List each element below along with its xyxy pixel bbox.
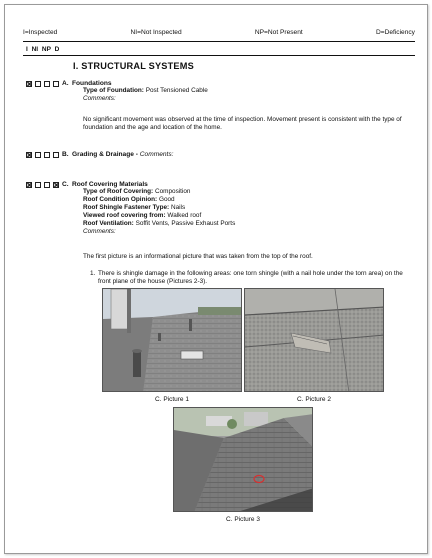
photo-1-caption: C. Picture 1	[155, 396, 189, 403]
checkbox-a-d[interactable]	[53, 81, 59, 87]
checkbox-b-i[interactable]	[26, 152, 32, 158]
item-title-c: Roof Covering Materials	[72, 181, 148, 188]
roof-photo-1	[102, 288, 242, 392]
checkbox-c-ni[interactable]	[35, 182, 41, 188]
checkbox-c-d[interactable]	[53, 182, 59, 188]
checkbox-group-a	[26, 81, 59, 87]
foundation-comment-text: No significant movement was observed at the time of inspection. Movement present is consistent with the type of foundation and the age and location of the home.	[83, 116, 402, 131]
checkbox-a-i[interactable]	[26, 81, 32, 87]
item-letter-a: A.	[62, 80, 69, 87]
item-title-a: Foundations	[72, 80, 112, 87]
roof-ventilation-label: Roof Ventilation:	[83, 219, 134, 227]
legend	[23, 29, 415, 36]
roof-comments-label: Comments:	[83, 227, 116, 235]
checkbox-a-ni[interactable]	[35, 81, 41, 87]
roof-intro-text: The first picture is an informational picture that was taken from the top of the roof.	[83, 253, 313, 260]
report-page	[4, 4, 428, 554]
checkbox-c-i[interactable]	[26, 182, 32, 188]
roof-fastener-label: Roof Shingle Fastener Type:	[83, 203, 170, 211]
roof-photo-3-image	[174, 408, 313, 512]
legend-deficiency: D=Deficiency	[375, 29, 415, 36]
header-rule-bottom	[23, 55, 415, 56]
roof-ventilation-value: Soffit Vents, Passive Exhaust Ports	[135, 219, 236, 227]
checkbox-group-b	[26, 152, 59, 158]
roof-details	[83, 188, 235, 235]
roof-finding-1	[90, 270, 410, 286]
checkbox-b-np[interactable]	[44, 152, 50, 158]
checkbox-b-d[interactable]	[53, 152, 59, 158]
finding-text: There is shingle damage in the following areas: one torn shingle (with a nail hole under the torn area) on the front plane of the house (Pictures 2-3).	[98, 270, 403, 285]
roof-viewed-label: Viewed roof covering from:	[83, 211, 166, 219]
item-b-comments-label: Comments:	[139, 151, 174, 158]
checkbox-a-np[interactable]	[44, 81, 50, 87]
item-letter-b: B.	[62, 151, 69, 158]
foundation-type-label: Type of Foundation:	[83, 87, 144, 94]
finding-number: 1.	[90, 270, 96, 277]
item-title-b: Grading & Drainage -	[72, 151, 138, 158]
section-title: I. STRUCTURAL SYSTEMS	[73, 61, 194, 71]
roof-photo-3	[173, 407, 313, 512]
roof-condition-label: Roof Condition Opinion:	[83, 195, 158, 203]
legend-not-inspected: NI=Not Inspected	[130, 29, 182, 36]
item-letter-c: C.	[62, 181, 69, 188]
roof-condition-value: Good	[158, 195, 175, 203]
roof-viewed-value: Walked roof	[167, 211, 202, 219]
legend-not-present: NP=Not Present	[254, 29, 303, 36]
checkbox-c-np[interactable]	[44, 182, 50, 188]
roof-covering-value: Composition	[154, 188, 191, 195]
roof-photo-1-image	[103, 289, 242, 392]
item-foundations	[26, 80, 112, 87]
checkbox-b-ni[interactable]	[35, 152, 41, 158]
checkbox-group-c	[26, 182, 59, 188]
item-roof	[26, 181, 148, 188]
column-headers: I NI NP D	[26, 46, 60, 53]
foundation-type-value: Post Tensioned Cable	[145, 87, 208, 94]
roof-photo-2	[244, 288, 384, 392]
roof-covering-label: Type of Roof Covering:	[83, 188, 154, 195]
item-grading	[26, 151, 174, 158]
header-rule-top	[23, 41, 415, 42]
photo-3-caption: C. Picture 3	[226, 516, 260, 523]
roof-photo-2-image	[245, 289, 384, 392]
foundation-details	[83, 87, 208, 103]
photo-2-caption: C. Picture 2	[297, 396, 331, 403]
legend-inspected: I=Inspected	[23, 29, 58, 36]
foundation-comments-label: Comments:	[83, 94, 116, 102]
roof-fastener-value: Nails	[170, 203, 186, 211]
